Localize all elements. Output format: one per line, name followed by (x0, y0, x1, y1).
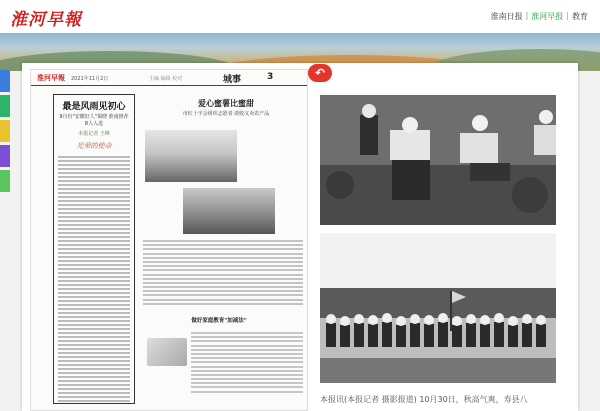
sub-article-title[interactable]: 做好家庭教育"加减法" (191, 318, 247, 324)
link-education[interactable]: 教育 (572, 12, 588, 21)
page-number: 3 (267, 72, 274, 82)
side-tabs (0, 70, 10, 195)
paper-links (491, 11, 588, 22)
photo-volunteers-harvest (320, 95, 556, 225)
side-tab[interactable] (0, 70, 10, 92)
link-separator: | (566, 11, 569, 20)
article-photo-small (183, 188, 275, 234)
link-huainan-daily[interactable]: 淮南日报 (490, 12, 523, 21)
column-byline: 本报记者 王峰 (78, 130, 110, 137)
side-tab[interactable] (0, 95, 10, 117)
article-subtitle: 市红十字会组织志愿者 助收义卖农产品 (182, 111, 270, 117)
page-header (31, 70, 307, 86)
page-logo: 淮河早報 (37, 74, 65, 82)
side-tab[interactable] (0, 170, 10, 192)
photo-group-image (320, 233, 556, 383)
side-tab[interactable] (0, 145, 10, 167)
newspaper-page[interactable] (30, 69, 308, 411)
side-tab[interactable] (0, 120, 10, 142)
article-title[interactable]: 爱心蜜薯比蜜甜 (198, 99, 254, 108)
photo-group-field (320, 233, 556, 383)
top-bar (0, 0, 600, 33)
back-arrow-icon: ↶ (314, 66, 326, 80)
link-huaihe-morning[interactable]: 淮河早报 (531, 12, 564, 21)
cartoon-illustration (147, 338, 187, 366)
back-button[interactable] (308, 64, 332, 82)
sub-article-body (191, 332, 303, 395)
article-column[interactable] (53, 94, 135, 404)
link-separator: | (525, 11, 529, 20)
page-date: 2021年11月2日 (71, 76, 109, 82)
page-editors: 主编 编辑 校对 (149, 76, 183, 82)
site-logo[interactable]: 淮河早報 (10, 10, 82, 30)
article-body (143, 240, 303, 307)
column-body (58, 156, 130, 402)
article-photo-small (145, 130, 237, 182)
epaper-viewer (22, 63, 578, 411)
photo-volunteers-image (320, 95, 556, 225)
page-section: 城事 (223, 75, 242, 85)
column-subtitle: 9月份"安徽好人"揭晓 淮南推荐8人入选 (59, 114, 129, 127)
column-headline: 最是风雨见初心 (62, 102, 126, 112)
photo-caption: 本报讯(本报记者 摄影报道) 10月30日，秋高气爽，寿县八 (320, 395, 528, 404)
column-script-line: 光荣的使命 (76, 141, 112, 150)
